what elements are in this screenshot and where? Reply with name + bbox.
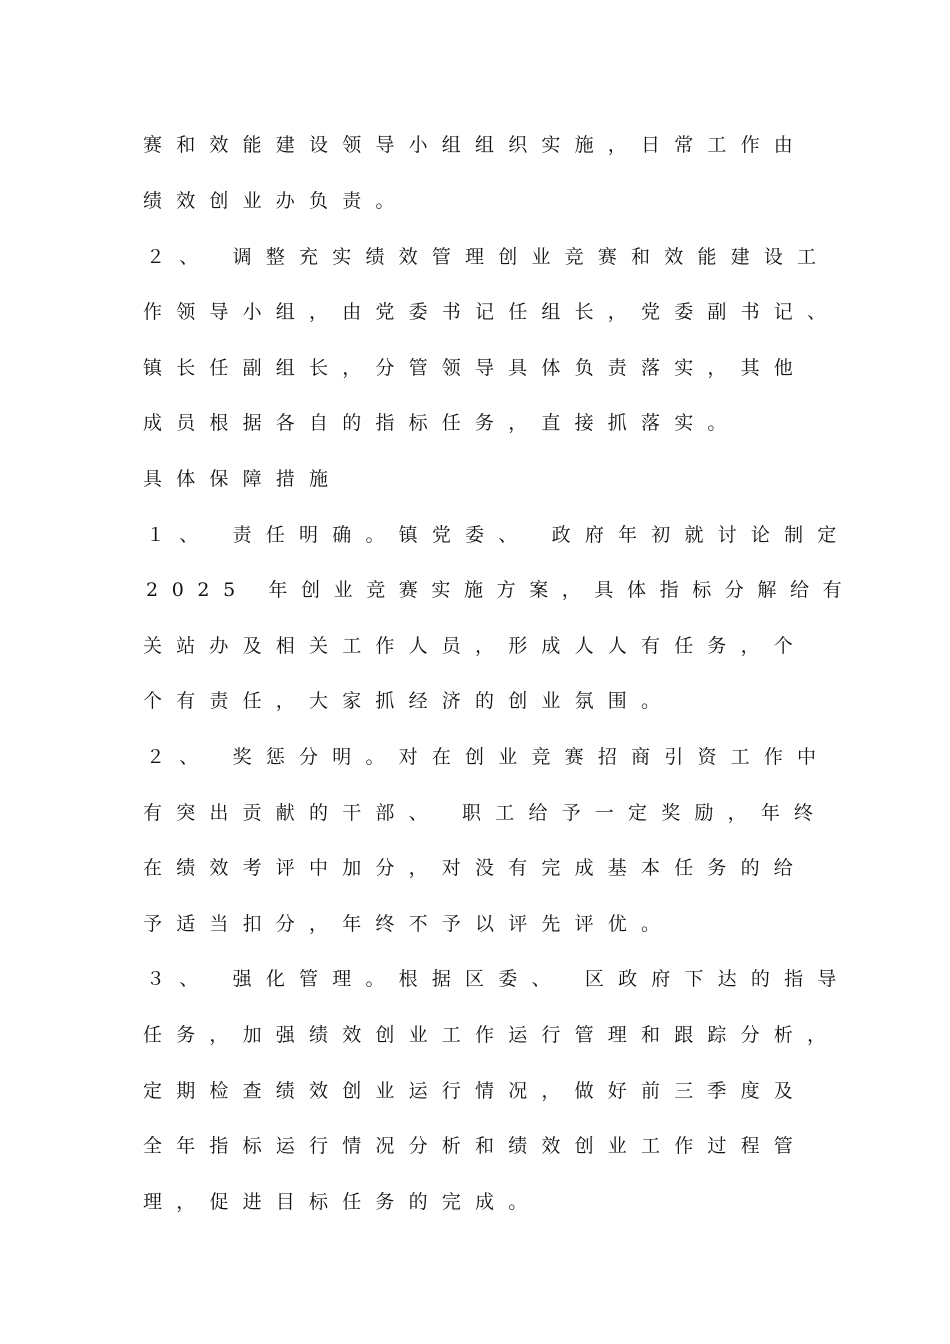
text-line: ２、 奖惩分明。对在创业竞赛招商引资工作中 [146, 746, 831, 768]
text-line: 全年指标运行情况分析和绩效创业工作过程管 [143, 1135, 808, 1157]
text-line: 2025 年创业竞赛实施方案，具体指标分解给有 [146, 579, 856, 601]
text-line: ３、 强化管理。根据区委、 区政府下达的指导 [146, 968, 851, 990]
text-line: 在绩效考评中加分，对没有完成基本任务的给 [143, 857, 808, 879]
text-line: 个有责任，大家抓经济的创业氛围。 [143, 690, 675, 712]
text-line: 绩效创业办负责。 [143, 190, 409, 212]
text-line: 予适当扣分，年终不予以评先评优。 [143, 913, 675, 935]
text-line: １、 责任明确。镇党委、 政府年初就讨论制定 [146, 524, 851, 546]
text-line: 定期检查绩效创业运行情况，做好前三季度及 [143, 1080, 808, 1102]
text-line: ２、 调整充实绩效管理创业竞赛和效能建设工 [146, 246, 831, 268]
text-line: 作领导小组，由党委书记任组长，党委副书记、 [143, 301, 841, 323]
text-line: 任务，加强绩效创业工作运行管理和跟踪分析， [143, 1024, 841, 1046]
text-line: 镇长任副组长，分管领导具体负责落实，其他 [143, 357, 808, 379]
text-line: 关站办及相关工作人员，形成人人有任务，个 [143, 635, 808, 657]
section-heading: 具体保障措施 [143, 468, 343, 490]
text-line: 理，促进目标任务的完成。 [143, 1191, 542, 1213]
text-line: 成员根据各自的指标任务，直接抓落实。 [143, 412, 741, 434]
text-line: 赛和效能建设领导小组组织实施，日常工作由 [143, 134, 808, 156]
text-line: 有突出贡献的干部、 职工给予一定奖励，年终 [143, 802, 828, 824]
